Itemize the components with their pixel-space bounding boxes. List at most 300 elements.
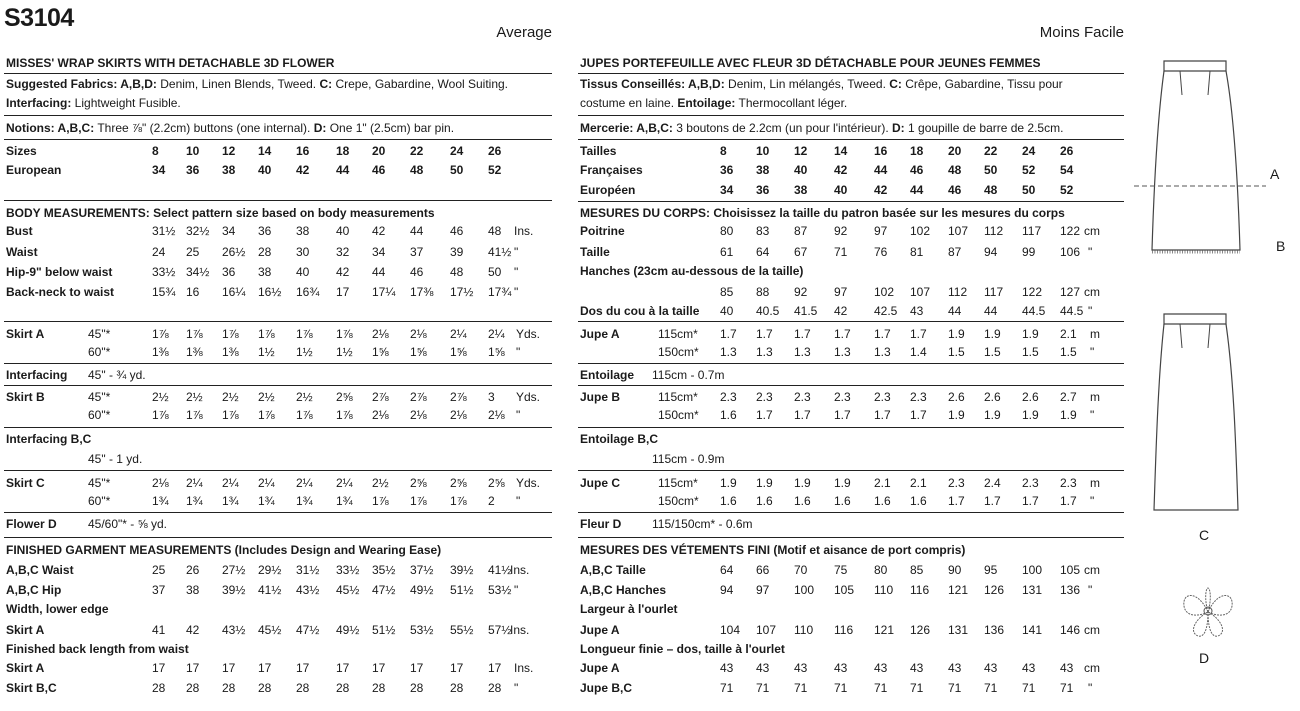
european-row-value-9: 52: [488, 163, 502, 177]
width-a-row-value-6: 51½: [372, 623, 396, 637]
notions-english-part-0: Notions: A,B,C:: [6, 121, 95, 135]
interfacing-a-row-label: Interfacing: [6, 368, 68, 382]
longueur-a-row-value-2: 43: [794, 661, 808, 675]
jupe-a-r1-value-3: 1.7: [834, 327, 851, 341]
length-bc-row: [4, 681, 564, 696]
largeur-a-row-value-3: 116: [834, 623, 854, 637]
longueur-bc-row-value-8: 71: [1022, 681, 1036, 695]
finished-title-english: [6, 543, 441, 558]
europeen-row-value-7: 48: [984, 183, 998, 197]
europeen-row-value-5: 44: [910, 183, 924, 197]
body-row-3-value-8: 17½: [450, 285, 474, 299]
longueur-label-row-part-0: Longueur finie – dos, taille à l'ourlet: [580, 642, 785, 656]
europeen-row-value-8: 50: [1022, 183, 1036, 197]
sizes-row-value-5: 18: [336, 144, 350, 158]
fin-taille-row-value-7: 95: [984, 563, 998, 577]
rule-line: [4, 537, 552, 538]
largeur-a-row-value-1: 107: [756, 623, 777, 637]
fin-hanches-row-value-2: 100: [794, 583, 815, 597]
skirt-c-r1-value-1: 2¼: [186, 476, 203, 490]
jupe-a-r2-value-1: 1.3: [756, 345, 773, 359]
body-row-0-value-8: 46: [450, 224, 464, 238]
body-row-3-label: Back-neck to waist: [6, 285, 115, 299]
width-a-row-label: Skirt A: [6, 623, 45, 637]
jupe-c-r1-value-2: 1.9: [794, 476, 811, 490]
fin-waist-row-value-3: 29½: [258, 563, 282, 577]
skirt-c-r1-value-3: 2¼: [258, 476, 275, 490]
european-row-value-4: 42: [296, 163, 310, 177]
francaises-row-value-5: 46: [910, 163, 924, 177]
skirt-a-b-illustration: [1130, 55, 1300, 265]
finished-title-french-part-0: MESURES DES VÉTEMENTS FINI (Motif et aisance de port compris): [580, 543, 966, 557]
width-a-row: [4, 623, 564, 638]
jupe-a-r1-label: Jupe A: [580, 327, 620, 341]
jupe-a-r2-value-5: 1.4: [910, 345, 927, 359]
dos-row-value-3: 42: [834, 304, 848, 318]
interfacing-english-part-1: Lightweight Fusible.: [71, 96, 181, 110]
francaises-row-value-7: 50: [984, 163, 998, 177]
jupe-b-r2-width: 150cm*: [658, 408, 699, 422]
dos-row-value-4: 42.5: [874, 304, 898, 318]
longueur-a-row-value-4: 43: [874, 661, 888, 675]
body-row-1-value-3: 28: [258, 245, 272, 259]
sizes-row-label: Sizes: [6, 144, 37, 158]
skirt-b-r2-value-9: 2⅛: [488, 408, 505, 422]
jupe-c-r2-value-0: 1.6: [720, 494, 737, 508]
body-row-2-value-0: 33½: [152, 265, 176, 279]
body-row-3-value-3: 16½: [258, 285, 282, 299]
longueur-a-row-value-8: 43: [1022, 661, 1036, 675]
rule-line: [578, 201, 1124, 202]
dos-row-unit: ": [1088, 304, 1093, 318]
taille-row-value-4: 76: [874, 245, 888, 259]
rule-line: [4, 321, 552, 322]
fin-hanches-row-value-9: 136: [1060, 583, 1081, 597]
sizes-row-value-2: 12: [222, 144, 236, 158]
jupe-a-r2-value-7: 1.5: [984, 345, 1001, 359]
body-row-3-value-7: 17⅜: [410, 285, 434, 299]
fabrics-french-line2-part-2: Thermocollant léger.: [735, 96, 848, 110]
jupe-b-r1-width: 115cm*: [658, 390, 698, 404]
length-bc-row-value-8: 28: [450, 681, 464, 695]
fabrics-french-part-0: Tissus Conseillés: A,B,D:: [580, 77, 725, 91]
jupe-b-r1-value-9: 2.7: [1060, 390, 1077, 404]
jupe-a-r1-value-7: 1.9: [984, 327, 1001, 341]
dos-row-value-6: 44: [948, 304, 962, 318]
fin-hanches-row-value-3: 105: [834, 583, 855, 597]
fin-taille-row-value-5: 85: [910, 563, 924, 577]
skirt-a-r2-value-9: 1⅝: [488, 345, 505, 359]
taille-row-value-9: 106: [1060, 245, 1081, 259]
fin-hanches-row-value-5: 116: [910, 583, 930, 597]
jupe-c-r2-value-8: 1.7: [1022, 494, 1039, 508]
skirt-a-r2-value-0: 1⅜: [152, 345, 169, 359]
sizes-row-value-9: 26: [488, 144, 502, 158]
skirt-a-r2-value-5: 1½: [336, 345, 353, 359]
jupe-c-r1-value-5: 2.1: [910, 476, 927, 490]
width-label-row-part-0: Width, lower edge: [6, 602, 109, 616]
fin-waist-row-value-1: 26: [186, 563, 200, 577]
largeur-a-row-value-8: 141: [1022, 623, 1043, 637]
width-a-row-value-7: 53½: [410, 623, 434, 637]
francaises-row-label: Françaises: [580, 163, 643, 177]
entoilage-bc-label-part-0: Entoilage B,C: [580, 432, 659, 446]
longueur-a-row-unit: cm: [1084, 661, 1100, 675]
hanches-row-value-3: 97: [834, 285, 848, 299]
european-row-value-2: 38: [222, 163, 236, 177]
tailles-row-value-6: 20: [948, 144, 962, 158]
jupe-b-r1-value-1: 2.3: [756, 390, 773, 404]
jupe-a-r1-value-0: 1.7: [720, 327, 737, 341]
body-title-english-part-0: BODY MEASUREMENTS: Select pattern size based on body measurements: [6, 206, 435, 220]
fin-hip-row-unit: ": [514, 583, 519, 597]
longueur-bc-row-value-1: 71: [756, 681, 770, 695]
rule-line: [578, 73, 1124, 74]
skirt-b-r1-value-9: 3: [488, 390, 495, 404]
body-row-2-label: Hip-9" below waist: [6, 265, 113, 279]
poitrine-row-value-6: 107: [948, 224, 969, 238]
fin-waist-row-value-8: 39½: [450, 563, 474, 577]
body-row-1-value-5: 32: [336, 245, 350, 259]
taille-row-value-5: 81: [910, 245, 924, 259]
rule-line: [578, 321, 1124, 322]
jupe-c-r1-value-6: 2.3: [948, 476, 965, 490]
entoilage-a-row: [578, 368, 1138, 383]
skirt-c-r2-value-3: 1¾: [258, 494, 275, 508]
skirt-c-r1-unit: Yds.: [516, 476, 541, 490]
fin-hip-row-value-3: 41½: [258, 583, 282, 597]
european-row-value-5: 44: [336, 163, 350, 177]
skirt-a-r1-value-6: 2⅛: [372, 327, 389, 341]
tailles-row-value-5: 18: [910, 144, 924, 158]
body-row-3-value-0: 15¾: [152, 285, 176, 299]
difficulty-french: Moins Facile: [1039, 24, 1124, 41]
jupe-b-r1-unit: m: [1090, 390, 1100, 404]
interfacing-a-row: [4, 368, 564, 383]
body-row-2-value-2: 36: [222, 265, 236, 279]
hanches-row-value-0: 85: [720, 285, 734, 299]
fin-hanches-row-unit: ": [1088, 583, 1093, 597]
skirt-a-r1-value-5: 1⅞: [336, 327, 353, 341]
fin-hip-row-value-0: 37: [152, 583, 166, 597]
hanches-row-value-8: 122: [1022, 285, 1043, 299]
width-a-row-value-4: 47½: [296, 623, 320, 637]
pattern-number: S3104: [4, 4, 74, 32]
jupe-a-r1-value-8: 1.9: [1022, 327, 1039, 341]
jupe-c-r2-value-4: 1.6: [874, 494, 891, 508]
skirt-c-r1-width: 45"*: [88, 476, 111, 490]
fin-hip-row-label: A,B,C Hip: [6, 583, 62, 597]
fin-taille-row-value-2: 70: [794, 563, 808, 577]
body-row-3-value-5: 17: [336, 285, 350, 299]
length-a-row-value-7: 17: [410, 661, 424, 675]
jupe-b-r2-value-0: 1.6: [720, 408, 737, 422]
dos-row-value-8: 44.5: [1022, 304, 1046, 318]
fin-taille-row-value-3: 75: [834, 563, 848, 577]
largeur-a-row-value-4: 121: [874, 623, 895, 637]
jupe-c-r1-value-4: 2.1: [874, 476, 891, 490]
europeen-row-label: Européen: [580, 183, 636, 197]
length-a-row-value-2: 17: [222, 661, 236, 675]
fin-waist-row-label: A,B,C Waist: [6, 563, 74, 577]
hanches-row-value-7: 117: [984, 285, 1004, 299]
jupe-a-r1-width: 115cm*: [658, 327, 698, 341]
body-row-0-value-4: 38: [296, 224, 310, 238]
europeen-row-value-0: 34: [720, 183, 734, 197]
skirt-c-r2-value-7: 1⅞: [410, 494, 427, 508]
fin-hip-row-value-8: 51½: [450, 583, 474, 597]
entoilage-a-row-width: 115cm - 0.7m: [652, 368, 725, 382]
jupe-c-r2-value-5: 1.6: [910, 494, 927, 508]
body-row-1-label: Waist: [6, 245, 38, 259]
europeen-row-value-3: 40: [834, 183, 848, 197]
length-bc-row-value-5: 28: [336, 681, 350, 695]
dos-row-value-0: 40: [720, 304, 734, 318]
body-row-3: [4, 285, 564, 300]
interfacing-bc-label: [6, 432, 91, 447]
taille-row-value-0: 61: [720, 245, 734, 259]
body-row-2-value-4: 40: [296, 265, 310, 279]
europeen-row: [578, 183, 1138, 198]
rule-line: [578, 427, 1124, 428]
body-row-3-value-2: 16¼: [222, 285, 246, 299]
jupe-a-r2-value-0: 1.3: [720, 345, 737, 359]
body-row-2: [4, 265, 564, 280]
rule-line: [4, 470, 552, 471]
largeur-a-row-value-5: 126: [910, 623, 931, 637]
skirt-a-r1-value-2: 1⅞: [222, 327, 239, 341]
jupe-b-r1-value-7: 2.6: [984, 390, 1001, 404]
fleur-row: [578, 517, 1138, 532]
rule-line: [578, 470, 1124, 471]
skirt-b-r2-value-2: 1⅞: [222, 408, 239, 422]
skirt-c-r1-label: Skirt C: [6, 476, 45, 490]
largeur-label-row-part-0: Largeur à l'ourlet: [580, 602, 678, 616]
longueur-bc-row-value-2: 71: [794, 681, 808, 695]
skirt-b-r2-value-4: 1⅞: [296, 408, 313, 422]
fin-hip-row-value-6: 47½: [372, 583, 396, 597]
skirt-c-r1-value-6: 2½: [372, 476, 389, 490]
width-a-row-value-2: 43½: [222, 623, 246, 637]
rule-line: [578, 385, 1124, 386]
notions-english-part-1: Three ⅞" (2.2cm) buttons (one internal).: [94, 121, 314, 135]
length-bc-row-value-7: 28: [410, 681, 424, 695]
rule-line: [578, 139, 1124, 140]
notions-french-part-2: D:: [892, 121, 905, 135]
skirt-b-r2-value-8: 2⅛: [450, 408, 467, 422]
tailles-row: [578, 144, 1138, 159]
body-row-1-value-1: 25: [186, 245, 200, 259]
jupe-c-r2-value-1: 1.6: [756, 494, 773, 508]
rule-line: [4, 200, 552, 201]
jupe-b-r2: [578, 408, 1138, 423]
skirt-a-r2-value-8: 1⅝: [450, 345, 467, 359]
rule-line: [4, 363, 552, 364]
interfacing-bc-label-part-0: Interfacing B,C: [6, 432, 92, 446]
fin-waist-row-value-0: 25: [152, 563, 166, 577]
skirt-b-r1-value-4: 2½: [296, 390, 313, 404]
fabrics-french-line2-part-1: Entoilage:: [677, 96, 736, 110]
skirt-a-r1-value-7: 2⅛: [410, 327, 427, 341]
notions-french-part-1: 3 boutons de 2.2cm (un pour l'intérieur).: [672, 121, 892, 135]
largeur-a-row-label: Jupe A: [580, 623, 620, 637]
poitrine-row-value-1: 83: [756, 224, 770, 238]
body-row-1-value-7: 37: [410, 245, 424, 259]
europeen-row-value-4: 42: [874, 183, 888, 197]
body-row-1-value-4: 30: [296, 245, 310, 259]
fin-waist-row-unit: Ins.: [510, 563, 530, 577]
width-a-row-value-8: 55½: [450, 623, 474, 637]
body-row-3-value-4: 16¾: [296, 285, 320, 299]
fin-hip-row-value-9: 53½: [488, 583, 512, 597]
rule-line: [578, 537, 1124, 538]
taille-row: [578, 245, 1138, 260]
skirt-b-r1-label: Skirt B: [6, 390, 45, 404]
francaises-row-value-8: 52: [1022, 163, 1036, 177]
skirt-a-r2-value-4: 1½: [296, 345, 313, 359]
taille-row-value-6: 87: [948, 245, 962, 259]
body-row-2-value-5: 42: [336, 265, 350, 279]
jupe-a-r1-value-1: 1.7: [756, 327, 773, 341]
fin-taille-row-label: A,B,C Taille: [580, 563, 646, 577]
poitrine-row-value-5: 102: [910, 224, 931, 238]
dos-row-value-7: 44: [984, 304, 998, 318]
width-a-row-value-3: 45½: [258, 623, 282, 637]
skirt-b-r1-value-7: 2⅞: [410, 390, 427, 404]
fabrics-french-part-3: Crêpe, Gabardine, Tissu pour: [901, 77, 1063, 91]
body-row-0-label: Bust: [6, 224, 33, 238]
body-row-0-value-1: 32½: [186, 224, 210, 238]
jupe-b-r1: [578, 390, 1138, 405]
body-row-2-value-1: 34½: [186, 265, 210, 279]
francaises-row-value-3: 42: [834, 163, 848, 177]
europeen-row-value-6: 46: [948, 183, 962, 197]
fin-waist-row-value-5: 33½: [336, 563, 360, 577]
hanches-row-unit: cm: [1084, 285, 1100, 299]
skirt-c-r2-unit: ": [516, 494, 521, 508]
skirt-a-r1-value-4: 1⅞: [296, 327, 313, 341]
poitrine-row-value-2: 87: [794, 224, 808, 238]
skirt-c-r1-value-5: 2¼: [336, 476, 353, 490]
body-row-0-unit: Ins.: [514, 224, 534, 238]
dos-row-value-2: 41.5: [794, 304, 818, 318]
skirt-b-r2-value-0: 1⅞: [152, 408, 169, 422]
finished-title-french: [580, 543, 965, 558]
francaises-row-value-0: 36: [720, 163, 734, 177]
taille-row-unit: ": [1088, 245, 1093, 259]
skirt-b-r1-value-0: 2½: [152, 390, 169, 404]
fin-hanches-row-label: A,B,C Hanches: [580, 583, 667, 597]
largeur-a-row-value-7: 136: [984, 623, 1005, 637]
fabrics-english: [6, 77, 508, 92]
poitrine-row-value-4: 97: [874, 224, 888, 238]
fin-hanches-row-value-7: 126: [984, 583, 1005, 597]
european-row-label: European: [6, 163, 62, 177]
rule-line: [4, 385, 552, 386]
longueur-bc-row-value-3: 71: [834, 681, 848, 695]
jupe-c-r2-value-2: 1.6: [794, 494, 811, 508]
longueur-a-row-value-3: 43: [834, 661, 848, 675]
skirt-a-r1-value-3: 1⅞: [258, 327, 275, 341]
jupe-a-r1-value-6: 1.9: [948, 327, 965, 341]
jupe-c-r1-label: Jupe C: [580, 476, 621, 490]
rule-line: [4, 427, 552, 428]
skirt-c-r2-value-9: 2: [488, 494, 495, 508]
skirt-a-r2-value-6: 1⅝: [372, 345, 389, 359]
poitrine-row-value-7: 112: [984, 224, 1004, 238]
fin-taille-row-unit: cm: [1084, 563, 1100, 577]
jupe-c-r1-value-3: 1.9: [834, 476, 851, 490]
skirt-b-r2-unit: ": [516, 408, 521, 422]
jupe-a-r1-value-2: 1.7: [794, 327, 811, 341]
fleur-row-label: Fleur D: [580, 517, 622, 531]
notions-french: [580, 121, 1063, 136]
notions-english-part-2: D:: [313, 121, 327, 135]
hanches-row-value-4: 102: [874, 285, 895, 299]
hanches-row-value-5: 107: [910, 285, 931, 299]
poitrine-row-value-8: 117: [1022, 224, 1042, 238]
largeur-label-row: [580, 602, 678, 617]
poitrine-row-label: Poitrine: [580, 224, 625, 238]
length-a-row-value-4: 17: [296, 661, 310, 675]
tailles-row-value-2: 12: [794, 144, 808, 158]
tailles-row-value-3: 14: [834, 144, 848, 158]
jupe-a-r2-value-9: 1.5: [1060, 345, 1077, 359]
jupe-b-r1-value-2: 2.3: [794, 390, 811, 404]
longueur-bc-row-value-7: 71: [984, 681, 998, 695]
jupe-c-r2-value-3: 1.6: [834, 494, 851, 508]
longueur-a-row-value-6: 43: [948, 661, 962, 675]
length-bc-row-value-4: 28: [296, 681, 310, 695]
francaises-row-value-1: 38: [756, 163, 770, 177]
body-row-1-value-0: 24: [152, 245, 166, 259]
title-english-part-0: MISSES' WRAP SKIRTS WITH DETACHABLE 3D FLOWER: [6, 56, 335, 70]
body-row-0-value-2: 34: [222, 224, 236, 238]
fabrics-english-part-0: Suggested Fabrics: A,B,D:: [6, 77, 157, 91]
sizes-row-value-1: 10: [186, 144, 200, 158]
interfacing-english: [6, 96, 181, 111]
longueur-bc-row-unit: ": [1088, 681, 1093, 695]
length-a-row: [4, 661, 564, 676]
european-row-value-3: 40: [258, 163, 272, 177]
longueur-a-row-value-7: 43: [984, 661, 998, 675]
skirt-c-r2-value-2: 1¾: [222, 494, 239, 508]
longueur-a-row-value-5: 43: [910, 661, 924, 675]
european-row: [4, 163, 564, 178]
jupe-a-r1: [578, 327, 1138, 342]
jupe-c-r1-value-8: 2.3: [1022, 476, 1039, 490]
largeur-a-row-value-6: 131: [948, 623, 969, 637]
jupe-a-r2-width: 150cm*: [658, 345, 699, 359]
hanches-row-value-1: 88: [756, 285, 770, 299]
dos-row-value-5: 43: [910, 304, 924, 318]
body-row-1-value-6: 34: [372, 245, 386, 259]
body-row-0-value-6: 42: [372, 224, 386, 238]
tailles-row-value-1: 10: [756, 144, 770, 158]
entoilage-bc-row: [578, 452, 1138, 467]
skirt-b-r1-value-5: 2⅝: [336, 390, 353, 404]
finished-title-english-part-0: FINISHED GARMENT MEASUREMENTS (Includes Design and Wearing Ease): [6, 543, 442, 557]
skirt-c-r2-value-8: 1⅞: [450, 494, 467, 508]
hanches-row-value-2: 92: [794, 285, 808, 299]
flower-row-width: 45/60"* - ⅝ yd.: [88, 517, 167, 531]
skirt-c-r1-value-0: 2⅛: [152, 476, 169, 490]
skirt-a-r2-value-3: 1½: [258, 345, 275, 359]
jupe-b-r1-value-6: 2.6: [948, 390, 965, 404]
body-row-0-value-0: 31½: [152, 224, 176, 238]
taille-row-value-2: 67: [794, 245, 808, 259]
jupe-c-r1-value-9: 2.3: [1060, 476, 1077, 490]
